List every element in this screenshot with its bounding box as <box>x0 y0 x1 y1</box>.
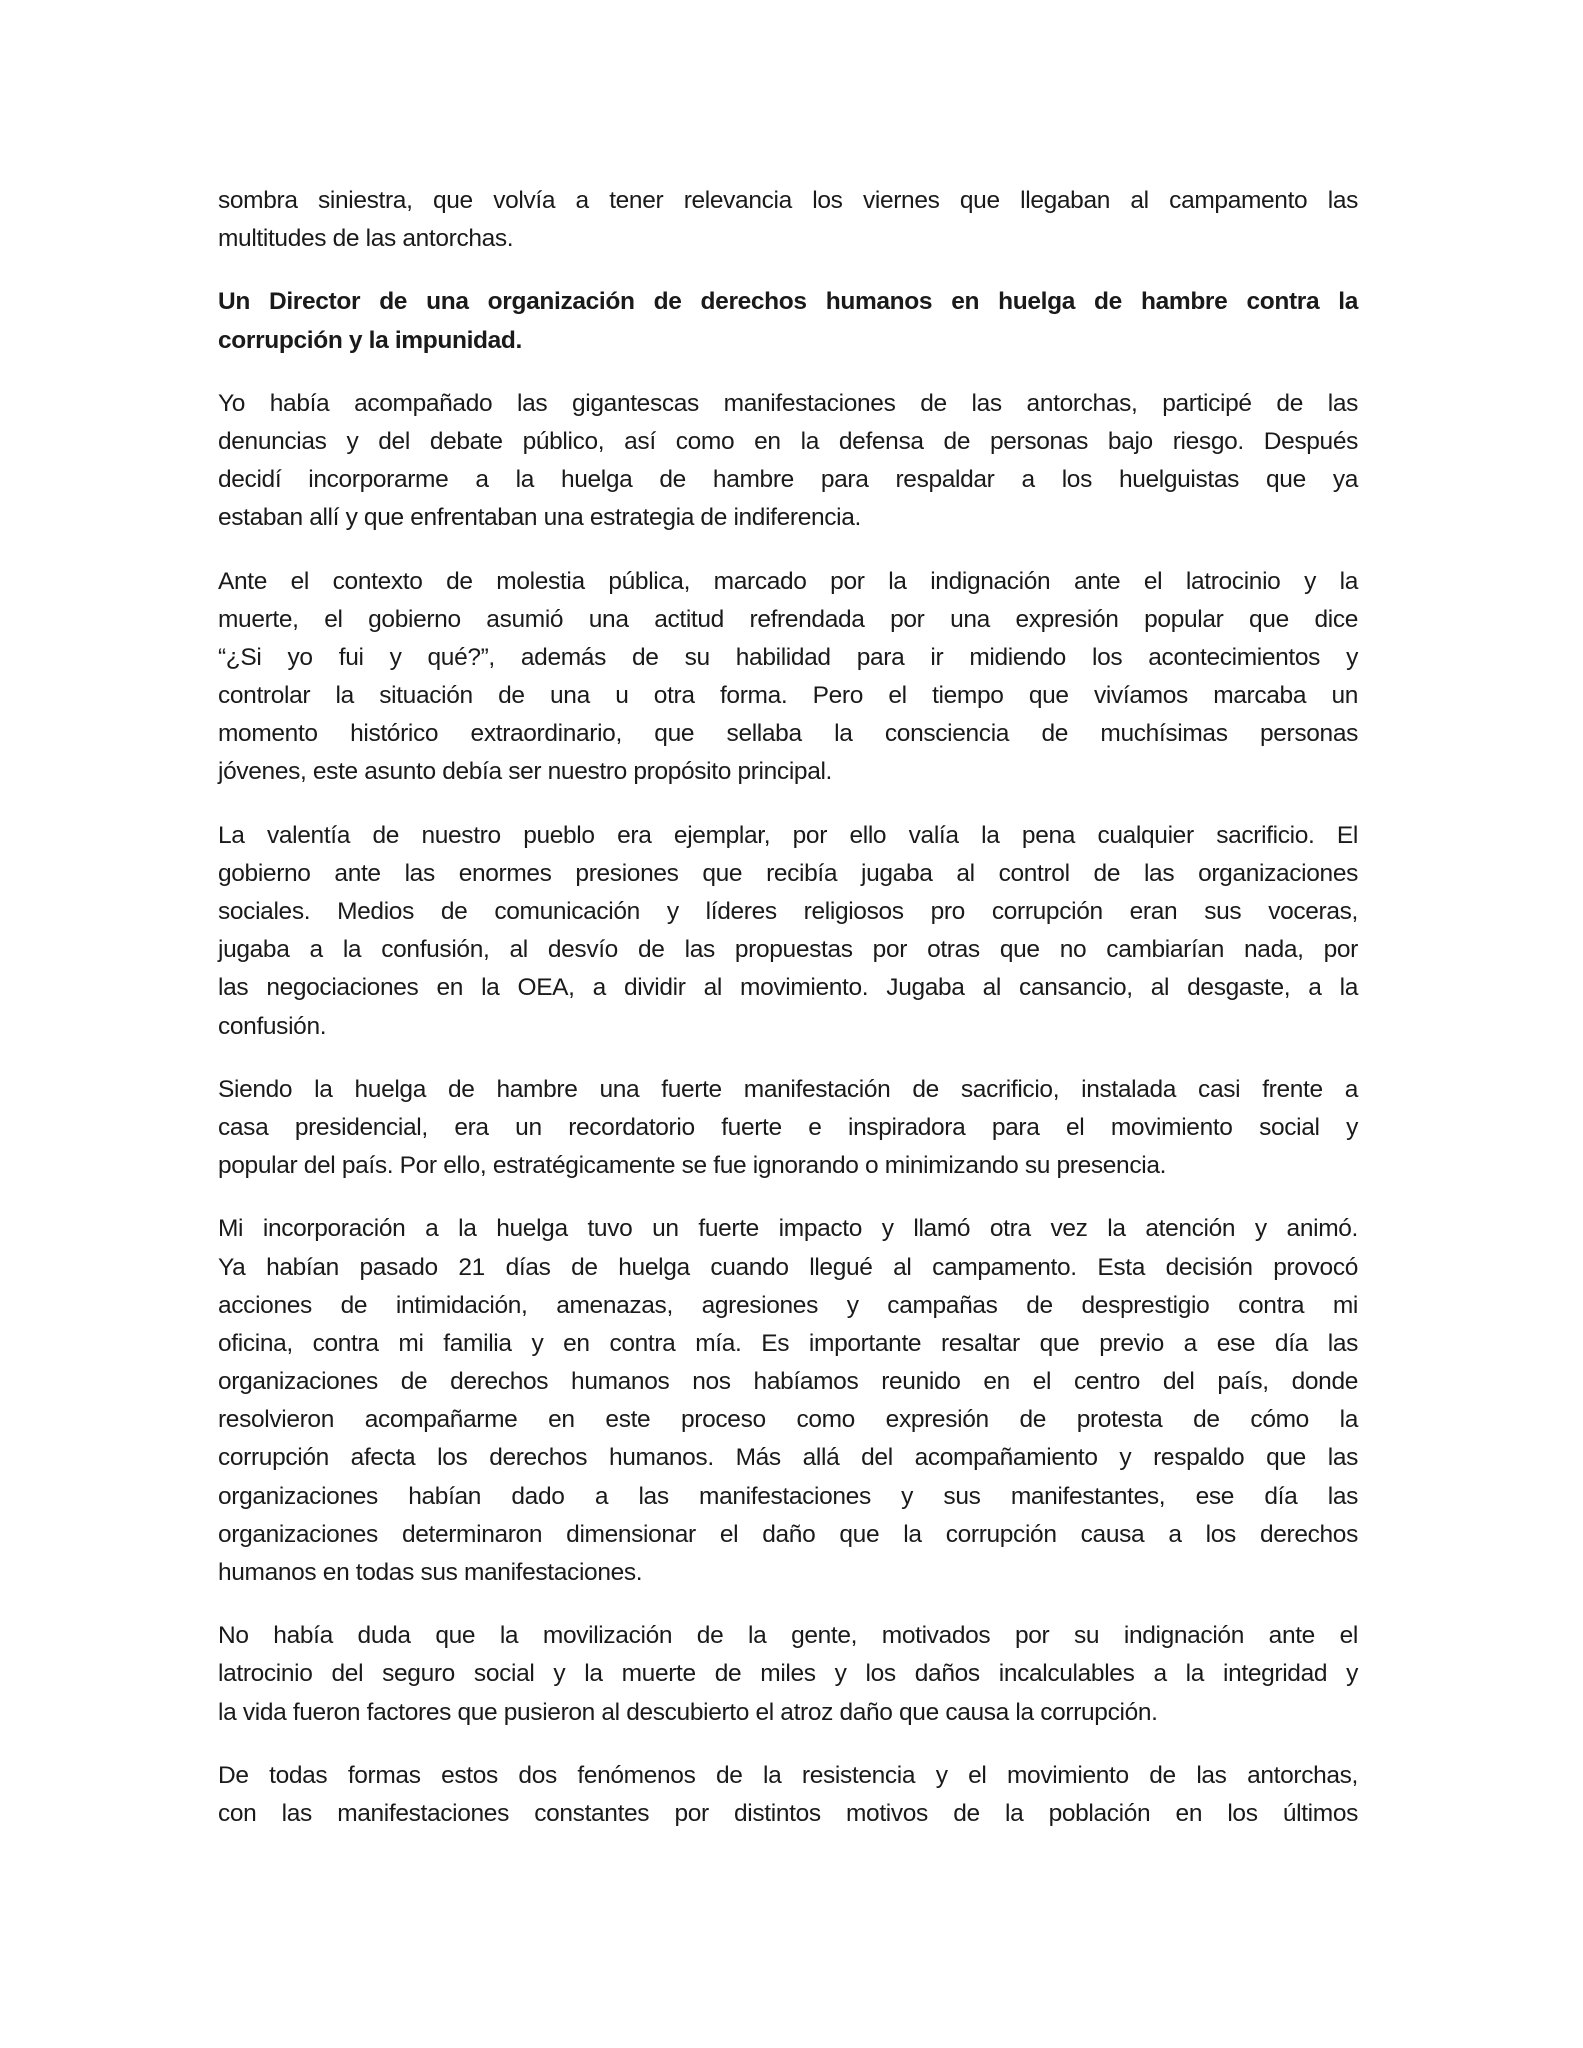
text-line: resolvieron acompañarme en este proceso como expresión de protesta de cómo la <box>218 1406 1358 1434</box>
body-paragraph <box>218 182 1358 258</box>
text-line: organizaciones determinaron dimensionar el daño que la corrupción causa a los derechos <box>218 1520 1358 1548</box>
text-line: momento histórico extraordinario, que sellaba la consciencia de muchísimas personas <box>218 720 1358 748</box>
text-line: organizaciones habían dado a las manifestaciones y sus manifestantes, ese día las <box>218 1482 1358 1510</box>
text-line: decidí incorporarme a la huelga de hambre para respaldar a los huelguistas que ya <box>218 466 1358 494</box>
text-line: corrupción afecta los derechos humanos. Más allá del acompañamiento y respaldo que las <box>218 1444 1358 1472</box>
text-line: la vida fueron factores que pusieron al descubierto el atroz daño que causa la corrupción. <box>218 1698 1158 1726</box>
text-line: controlar la situación de una u otra forma. Pero el tiempo que vivíamos marcaba un <box>218 682 1358 710</box>
text-line: confusión. <box>218 1012 327 1040</box>
text-line: gobierno ante las enormes presiones que recibía jugaba al control de las organizaciones <box>218 859 1358 887</box>
text-line: jóvenes, este asunto debía ser nuestro propósito principal. <box>218 758 833 786</box>
text-line: denuncias y del debate público, así como en la defensa de personas bajo riesgo. Después <box>218 427 1358 455</box>
text-line: Ya habían pasado 21 días de huelga cuando llegué al campamento. Esta decisión provocó <box>218 1253 1358 1281</box>
body-paragraph <box>218 563 1358 792</box>
text-line: organizaciones de derechos humanos nos habíamos reunido en el centro del país, donde <box>218 1368 1358 1396</box>
text-line: Mi incorporación a la huelga tuvo un fuerte impacto y llamó otra vez la atención y animó. <box>218 1215 1358 1243</box>
text-line: casa presidencial, era un recordatorio fuerte e inspiradora para el movimiento social y <box>218 1113 1358 1141</box>
text-line: Yo había acompañado las gigantescas manifestaciones de las antorchas, participé de las <box>218 389 1358 417</box>
text-line: sociales. Medios de comunicación y líderes religiosos pro corrupción eran sus voceras, <box>218 898 1358 925</box>
body-paragraph <box>218 1071 1358 1186</box>
body-paragraph <box>218 385 1358 538</box>
body-paragraph <box>218 1210 1358 1592</box>
text-line: De todas formas estos dos fenómenos de la resistencia y el movimiento de las antorchas, <box>218 1761 1358 1789</box>
text-line: estaban allí y que enfrentaban una estrategia de indiferencia. <box>218 504 861 532</box>
text-line: Ante el contexto de molestia pública, marcado por la indignación ante el latrocinio y la <box>218 567 1358 595</box>
text-line: muerte, el gobierno asumió una actitud refrendada por una expresión popular que dice <box>218 605 1358 633</box>
body-paragraph <box>218 1617 1358 1732</box>
body-paragraph <box>218 1757 1358 1833</box>
text-line: las negociaciones en la OEA, a dividir al movimiento. Jugaba al cansancio, al desgaste, a la <box>218 974 1358 1002</box>
text-line: sombra siniestra, que volvía a tener relevancia los viernes que llegaban al campamento las <box>218 187 1358 214</box>
text-line: oficina, contra mi familia y en contra mía. Es importante resaltar que previo a ese día las <box>218 1329 1358 1357</box>
text-line: La valentía de nuestro pueblo era ejemplar, por ello valía la pena cualquier sacrificio. El <box>218 821 1358 849</box>
text-line: popular del país. Por ello, estratégicamente se fue ignorando o minimizando su presencia. <box>218 1152 1167 1180</box>
body-paragraph <box>218 817 1358 1046</box>
text-line: “¿Si yo fui y qué?”, además de su habilidad para ir midiendo los acontecimientos y <box>218 643 1358 671</box>
text-line: jugaba a la confusión, al desvío de las propuestas por otras que no cambiarían nada, por <box>218 936 1358 964</box>
text-line: acciones de intimidación, amenazas, agresiones y campañas de desprestigio contra mi <box>218 1291 1358 1319</box>
text-line: multitudes de las antorchas. <box>218 225 514 253</box>
text-line: latrocinio del seguro social y la muerte de miles y los daños incalculables a la integridad y <box>218 1660 1358 1688</box>
text-line: No había duda que la movilización de la gente, motivados por su indignación ante el <box>218 1622 1358 1650</box>
document-page <box>218 182 1358 1858</box>
text-line: Siendo la huelga de hambre una fuerte manifestación de sacrificio, instalada casi frente a <box>218 1075 1358 1103</box>
text-line: humanos en todas sus manifestaciones. <box>218 1559 643 1586</box>
text-line: corrupción y la impunidad. <box>218 326 522 354</box>
text-line: Un Director de una organización de derechos humanos en huelga de hambre contra la <box>218 288 1358 316</box>
section-heading <box>218 283 1358 359</box>
text-line: con las manifestaciones constantes por distintos motivos de la población en los últimos <box>218 1799 1358 1827</box>
